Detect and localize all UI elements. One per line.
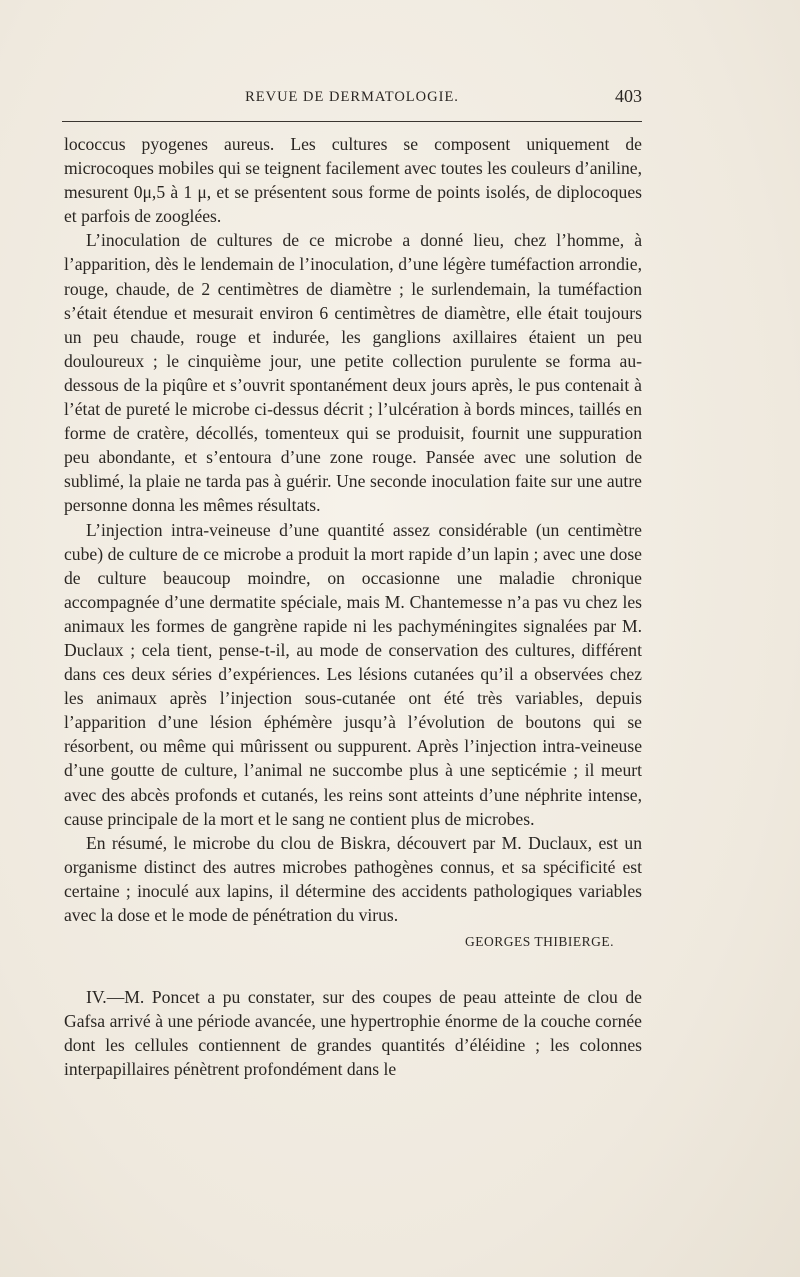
- paragraph-1: lococcus pyogenes aureus. Les cultures se composent uniquement de microcoques mobiles qui se teignent facilement avec toutes les couleurs d’aniline, mesurent 0μ,5 à 1 μ, et se présentent sous forme de points isolés, de diplocoques et parfois de zooglées.: [64, 134, 642, 227]
- paragraph-4: En résumé, le microbe du clou de Biskra, découvert par M. Duclaux, est un organisme distinct des autres microbes pathogènes connus, et sa spécificité est certaine ; inoculé aux lapins, il détermine des accidents pathologiques variables avec la dose et le mode de pénétration du virus.: [64, 832, 642, 925]
- article-body: [64, 132, 642, 1081]
- page-header: [62, 86, 642, 110]
- paragraph-2: L’inoculation de cultures de ce microbe a donné lieu, chez l’homme, à l’apparition, dès le lendemain de l’inoculation, d’une légère tuméfaction arrondie, rouge, chaude, de 2 centimètres de diamètre ; le surlendemain, la tuméfaction s’était étendue et mesurait environ 6 centimètres de diamètre, elle était toujours un peu chaude, rouge et indurée, les ganglions axillaires étaient un peu douloureux ; le cinquième jour, une petite collection purulente se forma au-dessous de la piqûre et s’ouvrit spontanément deux jours après, le pus contenait à l’état de pureté le microbe ci-dessus décrit ; l’ulcération à bords minces, taillés en forme de cratère, décollés, tomenteux qui se produisit, fournit une suppuration peu abondante, et s’entoura d’une zone rouge. Pansée avec une solution de sublimé, la plaie ne tarda pas à guérir. Une seconde inoculation faite sur une autre personne donna les mêmes résultats.: [64, 230, 642, 516]
- page-number: 403: [615, 86, 642, 106]
- paragraph-3: L’injection intra-veineuse d’une quantité assez considérable (un centimètre cube) de culture de ce microbe a produit la mort rapide d’un lapin ; avec une dose de culture beaucoup moindre, on occasionne une maladie chronique accompagnée d’une dermatite spéciale, mais M. Chantemesse n’a pas vu chez les animaux les formes de gangrène rapide ni les pachyméningites signalées par M. Duclaux ; cela tient, pense-t-il, au mode de conservation des cultures, différent dans ces deux séries d’expériences. Les lésions cutanées qu’il a observées chez les animaux après l’injection sous-cutanée ont été très variables, depuis l’apparition d’une lésion éphémère jusqu’à l’évolution de boutons qui se résorbent, ou même qui mûrissent ou suppurent. Après l’injection intra-veineuse d’une goutte de culture, l’animal ne succombe plus à une septicémie ; il meurt avec des abcès profonds et cutanés, les reins sont atteints d’une néphrite intense, cause principale de la mort et le sang ne contient plus de microbes.: [64, 519, 642, 829]
- section-iv-paragraph: IV.—M. Poncet a pu constater, sur des coupes de peau atteinte de clou de Gafsa arrivé à une période avancée, une hypertrophie énorme de la couche cornée dont les cellules contiennent de grandes quantités d’éléidine ; les colonnes interpapillaires pénètrent profondément dans le: [64, 987, 642, 1080]
- running-title: REVUE DE DERMATOLOGIE.: [245, 89, 459, 105]
- header-rule: [62, 121, 642, 122]
- author-signature: GEORGES THIBIERGE.: [465, 934, 614, 950]
